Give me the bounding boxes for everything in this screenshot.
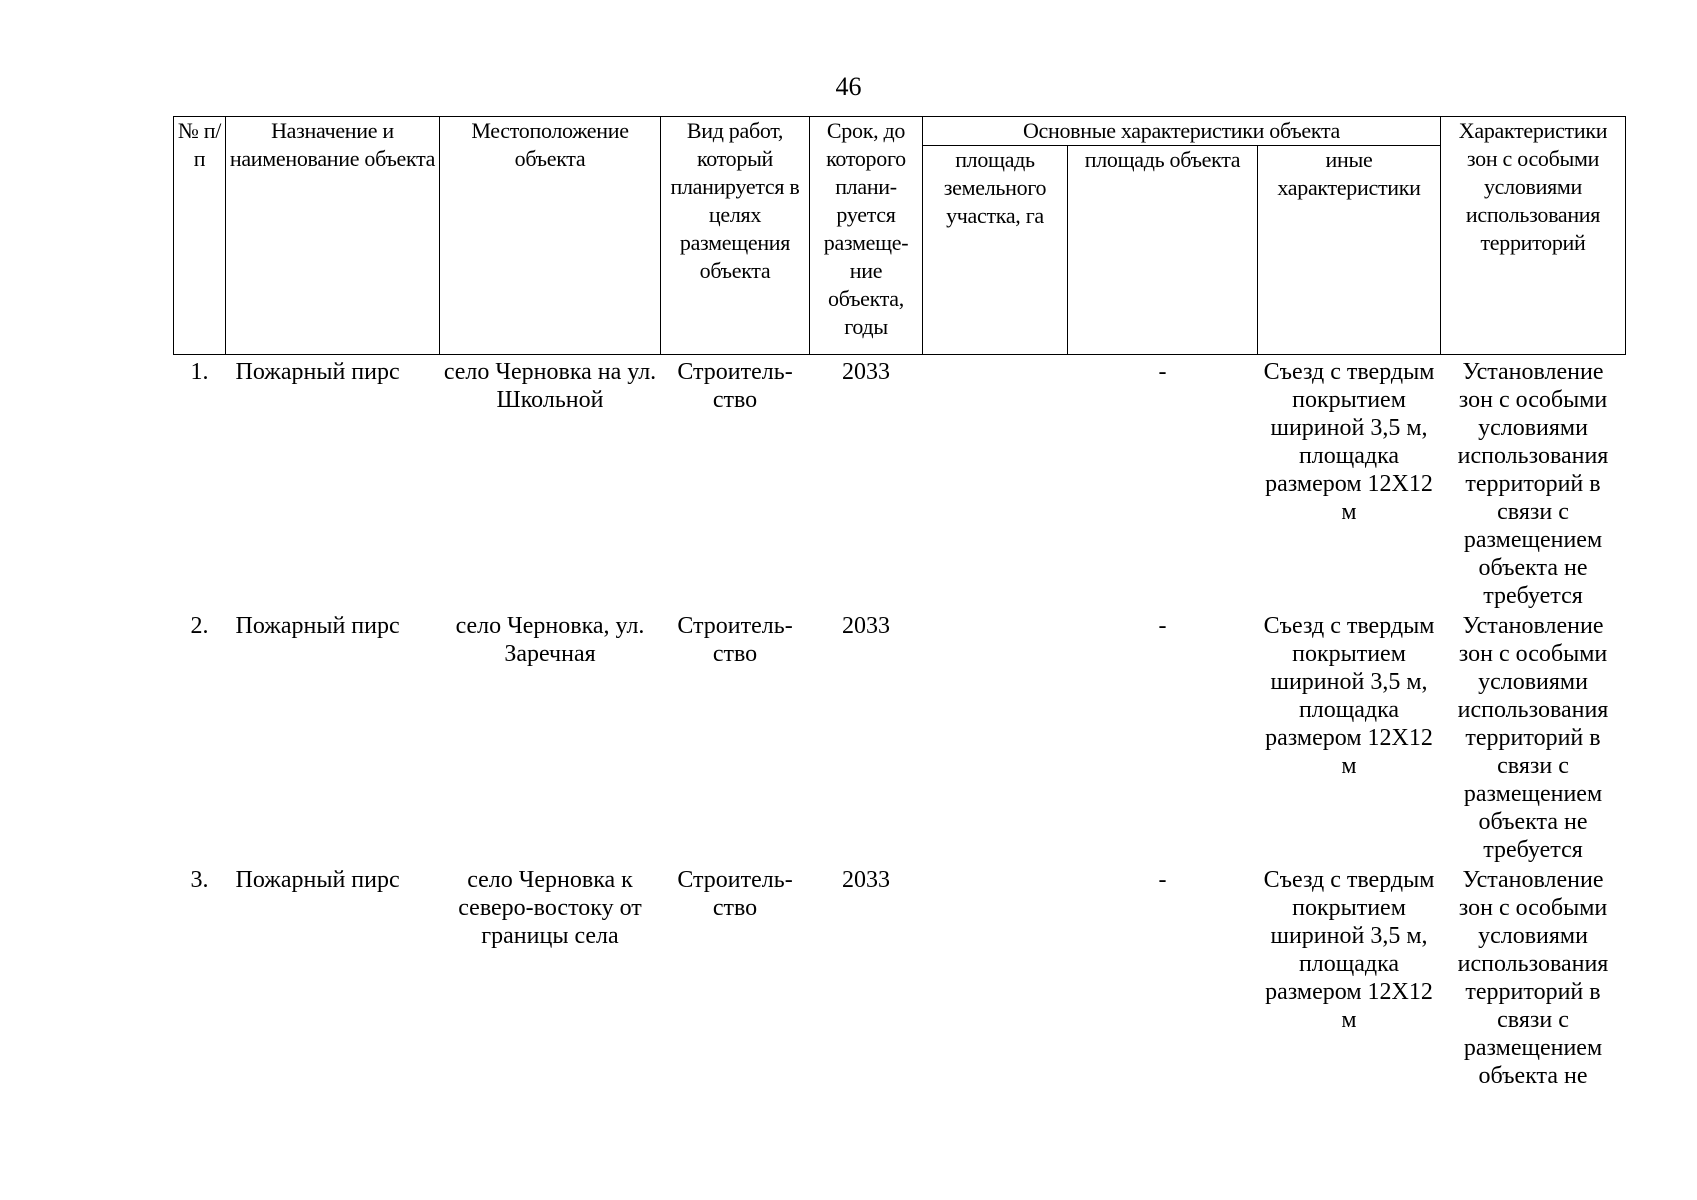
header-deadline: Срок, до которого плани-руется размеще-ние объекта, годы	[810, 117, 923, 355]
row-land-area	[923, 355, 1068, 611]
row-land-area	[923, 610, 1068, 864]
row-num: 1.	[190, 359, 209, 385]
page-number: 46	[835, 72, 862, 101]
row-num: 3.	[190, 867, 209, 893]
row-work-type: Строитель-ство	[677, 613, 793, 667]
header-main-characteristics: Основные характеристики объекта	[923, 117, 1441, 146]
row-location: село Черновка на ул. Школьной	[443, 359, 657, 413]
row-name: Пожарный пирс	[235, 359, 400, 385]
row-location: село Черновка к северо-востоку от границы села	[458, 867, 642, 949]
header-num: № п/п	[174, 117, 226, 355]
table-row	[174, 355, 1626, 611]
row-object-area: -	[1158, 867, 1167, 893]
table-row	[174, 610, 1626, 864]
row-num: 2.	[190, 613, 209, 639]
table-row	[174, 864, 1626, 1090]
header-name: Назначение и наименование объекта	[226, 117, 440, 355]
header-land-area: площадь земельного участка, га	[923, 146, 1068, 355]
row-zones: Установление зон с особыми условиями использования территорий в связи с размещением объекта не требуется	[1457, 359, 1609, 609]
header-location: Местоположение объекта	[440, 117, 661, 355]
header-zones: Характеристики зон с особыми условиями использования территорий	[1441, 117, 1626, 355]
row-zones: Установление зон с особыми условиями использования территорий в связи с размещением объекта не требуется	[1457, 613, 1609, 863]
row-name: Пожарный пирс	[235, 867, 400, 893]
table-body	[174, 355, 1626, 1091]
row-object-area: -	[1158, 613, 1167, 639]
row-work-type: Строитель-ство	[677, 359, 793, 413]
row-land-area	[923, 864, 1068, 1090]
table-header	[174, 117, 1626, 355]
row-deadline: 2033	[842, 359, 890, 385]
row-other: Съезд с твердым покрытием шириной 3,5 м, площадка размером 12Х12 м	[1263, 613, 1435, 779]
header-work-type: Вид работ, который планируется в целях размещения объекта	[661, 117, 810, 355]
header-other-characteristics: иные характеристики	[1258, 146, 1441, 355]
row-other: Съезд с твердым покрытием шириной 3,5 м, площадка размером 12Х12 м	[1263, 359, 1435, 525]
row-location: село Черновка, ул. Заречная	[455, 613, 645, 667]
row-object-area: -	[1158, 359, 1167, 385]
row-zones: Установление зон с особыми условиями использования территорий в связи с размещением объекта не	[1457, 867, 1609, 1089]
row-name: Пожарный пирс	[235, 613, 400, 639]
header-object-area: площадь объекта	[1068, 146, 1258, 355]
objects-table	[173, 116, 1626, 1090]
row-other: Съезд с твердым покрытием шириной 3,5 м, площадка размером 12Х12 м	[1263, 867, 1435, 1033]
row-deadline: 2033	[842, 613, 890, 639]
row-work-type: Строитель-ство	[677, 867, 793, 921]
row-deadline: 2033	[842, 867, 890, 893]
